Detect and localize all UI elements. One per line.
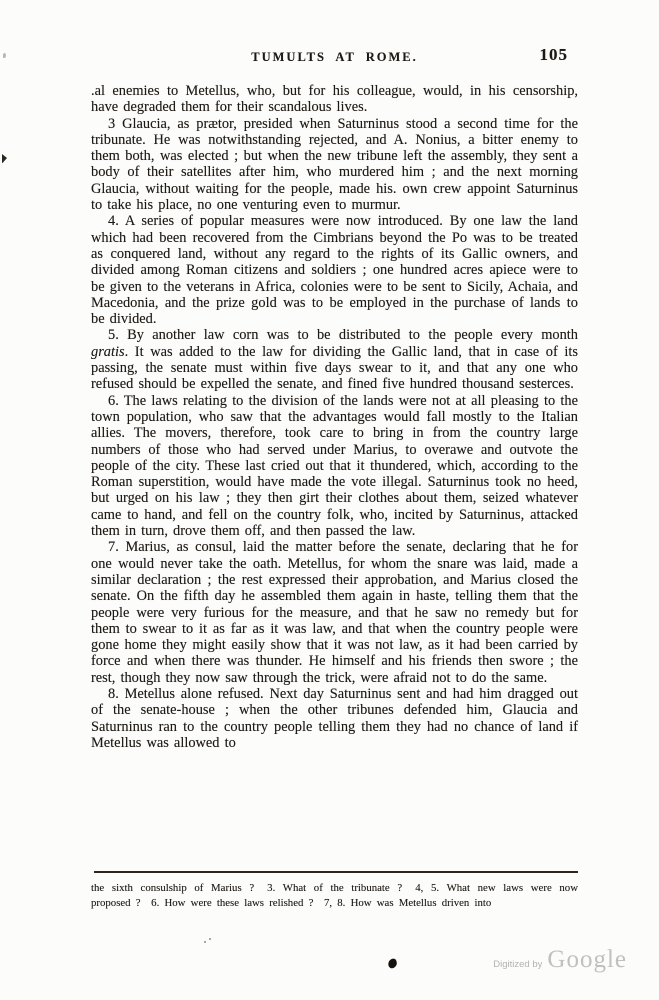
paragraph-text: 6. The laws relating to the division of the lands were not at all pleasing to the town population, who saw that the advantages would fall mostly to the Italian allies. The movers, therefore, took care to bring in from the country large numbers of those who had served under Marius, to overawe and outvote the people of the city. These last cried out that it thundered, which, according to the Roman superstition, would have made the vote illegal. Saturninus took no heed, but urged on his law ; they then girt their clothes about them, seized whatever came to hand, and fell on the country folk, who, incited by Saturninus, attacked them in turn, drove them off, and then passed the law. [91,392,578,540]
paragraph [91,539,578,686]
paragraph [91,213,578,327]
paragraph-text: 8. Metellus alone refused. Next day Saturninus sent and had him dragged out of the senate-house ; when the other tribunes defended him, Glaucia and Saturninus ran to the country people telling them they had no chance of land if Metellus was allowed to [91,685,578,751]
paragraph [91,327,578,392]
paragraph-text: .al enemies to Metellus, who, but for his colleague, would, in his censorship, have degraded them for their scandalous lives. [91,83,578,116]
scan-speck [3,53,6,58]
page-number: 105 [539,45,568,64]
body-text [91,83,578,751]
paragraph [91,116,578,214]
italic-text: gratis [91,343,125,360]
digitized-watermark [493,946,627,974]
paragraph [91,686,578,751]
google-logo: Google [547,946,627,973]
footnote [91,881,578,911]
footnote-text: the sixth consulship of Marius ? 3. What of the tribunate ? 4, 5. What new laws were now proposed ? 6. How were these laws relished ? 7, 8. How was Metellus driven into [91,882,578,909]
watermark-prefix-text: Digitized by [493,959,543,970]
page-header-title: TUMULTS AT ROME. [251,50,418,64]
scan-speck [204,938,212,943]
paragraph-text: . It was added to the law for dividing the Gallic land, that in case of its passing, the senate must within five days swear to it, and that any one who refused should be expelled the senate, and fined five hundred thousand sesterces. [91,343,578,393]
paragraph-text: 5. By another law corn was to be distributed to the people every month [108,327,578,344]
scan-speck [387,958,399,970]
paragraph [91,393,578,540]
paragraph-text: 4. A series of popular measures were now introduced. By one law the land which had been recovered from the Cimbrians beyond the Po was to be treated as conquered land, without any regard to the rights of its Gallic owners, and divided among Roman citizens and soldiers ; one hundred acres apiece were to be given to the veterans in Africa, colonies were to be sent to Sicily, Achaia, and Macedonia, and the prize gold was to be employed in the purchase of lands to be divided. [91,213,578,328]
running-head [91,47,578,69]
paragraph-text: 7. Marius, as consul, laid the matter before the senate, declaring that he for one would never take the oath. Metellus, for whom the snare was laid, made a similar declaration ; the rest expressed their approbation, and Marius closed the senate. On the fifth day he assembled them again in haste, telling them that the people were very furious for the measure, and that he saw no remedy but for them to swear to it as far as it was law, and that when the country people were gone home they might easily show that it was not law, as it had been carried by force and when there was thunder. He himself and his friends then swore ; the rest, though they now saw through the trick, were afraid not to do the same. [91,539,578,686]
paragraph-text: 3 Glaucia, as prætor, presided when Saturninus stood a second time for the tribunate. He was notwithstanding rejected, and A. Nonius, a bitter enemy to them both, was elected ; but when the new tribune left the assembly, they sent a body of their satellites after him, who murdered him ; and the next morning Glaucia, without waiting for the people, made his. own crew appoint Saturninus to take his place, no one venturing even to murmur. [91,115,578,214]
footnote-divider [94,871,578,873]
paragraph [91,83,578,116]
scan-speck [2,154,7,163]
